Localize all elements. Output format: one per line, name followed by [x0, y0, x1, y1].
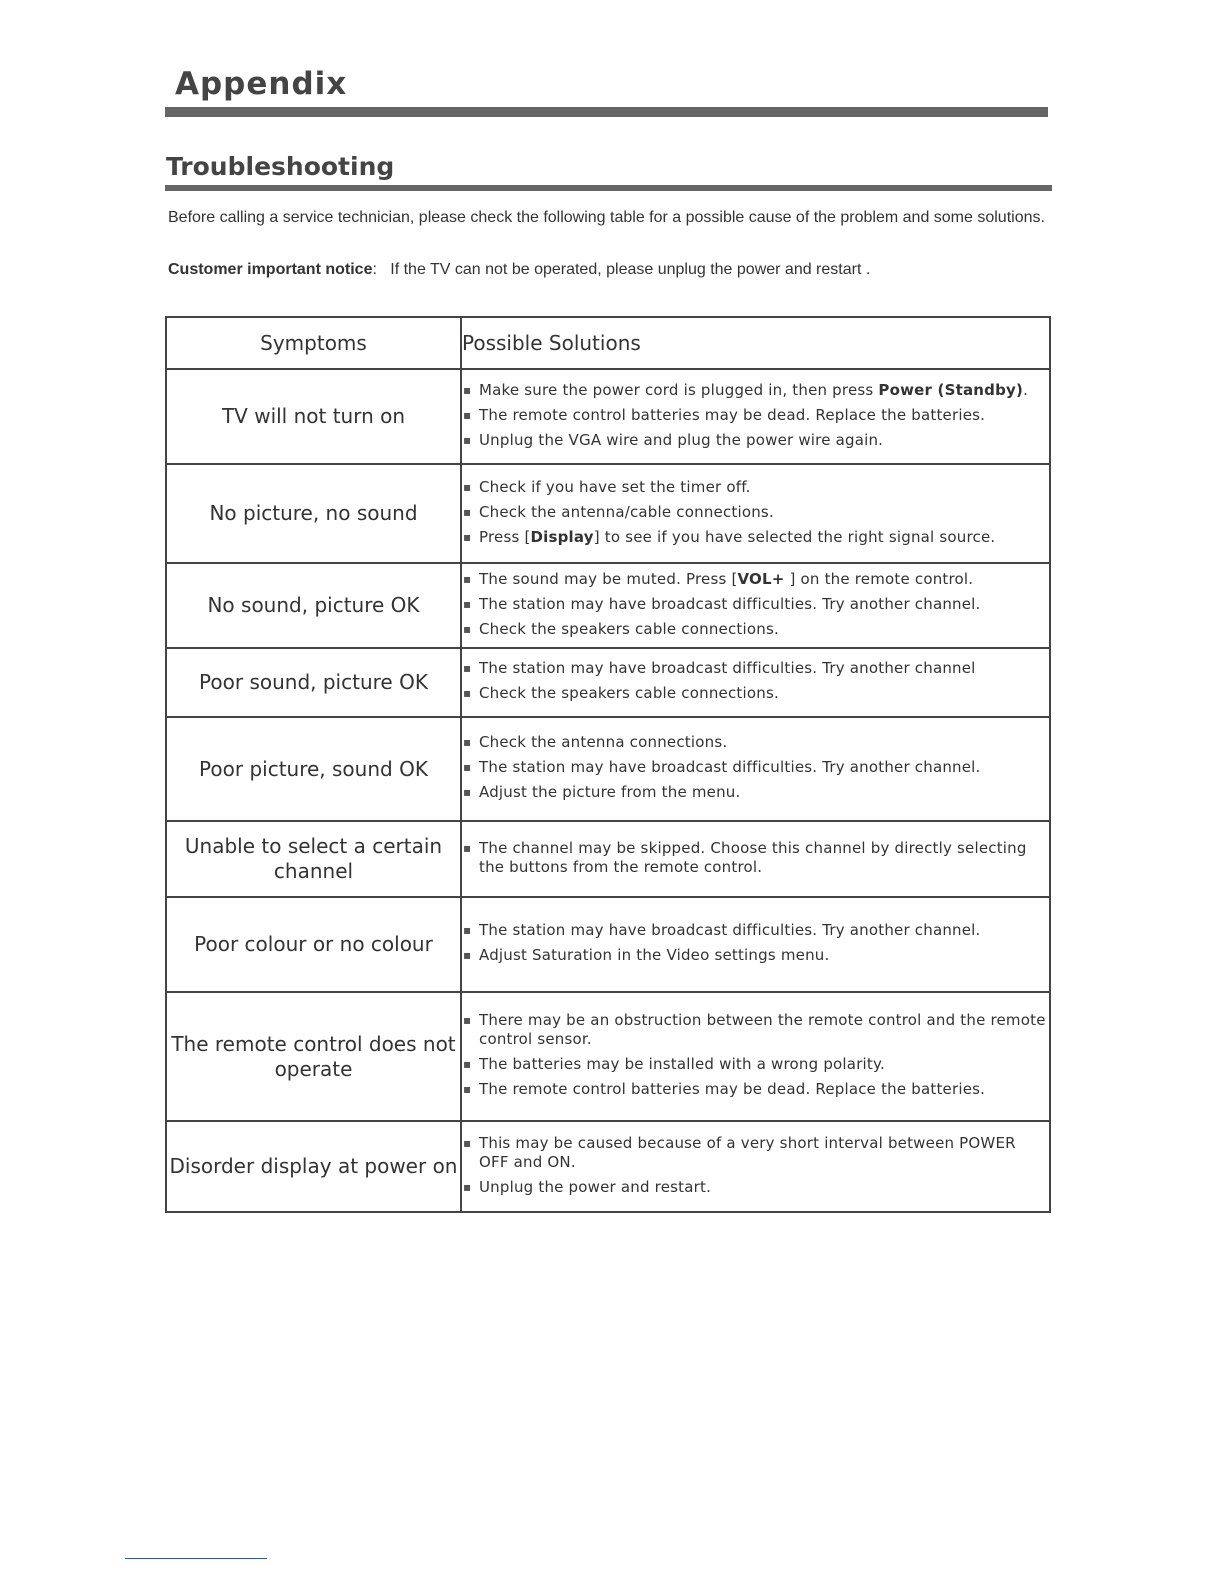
list-item: [462, 528, 1049, 547]
list-item: [462, 406, 1049, 425]
solutions-cell: [461, 992, 1050, 1121]
customer-notice: [168, 257, 870, 283]
list-item: [462, 1011, 1049, 1049]
table-row: [166, 717, 1050, 821]
list-item: [462, 733, 1049, 752]
symptom-cell: TV will not turn on: [166, 369, 461, 464]
solutions-list: [462, 570, 1049, 639]
solution-emphasis: VOL+: [737, 569, 785, 588]
solution-text: The remote control batteries may be dead. Replace the batteries.: [479, 1080, 986, 1098]
solutions-list: [462, 921, 1049, 965]
intro-paragraph: Before calling a service technician, please check the following table for a possible cause of the problem and some solutions.: [168, 209, 1045, 226]
solution-text: ] to see if you have selected the right signal source.: [593, 527, 996, 546]
solution-text: The station may have broadcast difficulties. Try another channel: [479, 659, 976, 677]
symptom-cell: The remote control does not operate: [166, 992, 461, 1121]
appendix-rule: [165, 107, 1048, 117]
solutions-header: Possible Solutions: [461, 317, 1050, 369]
list-item: [462, 921, 1049, 940]
list-item: [462, 620, 1049, 639]
solution-text: Make sure the power cord is plugged in, then press: [479, 380, 879, 399]
table-row: [166, 464, 1050, 563]
solutions-cell: [461, 648, 1050, 717]
list-item: [462, 758, 1049, 777]
solutions-list: [462, 381, 1049, 450]
list-item: [462, 1134, 1049, 1172]
symptom-cell: No picture, no sound: [166, 464, 461, 563]
solution-text: Press [: [479, 527, 531, 546]
troubleshooting-table: [165, 316, 1051, 1213]
solution-text: Unplug the VGA wire and plug the power wire again.: [479, 430, 884, 449]
list-item: [462, 1178, 1049, 1197]
list-item: [462, 946, 1049, 965]
solutions-list: [462, 1134, 1049, 1197]
list-item: [462, 431, 1049, 450]
notice-separator: :: [372, 261, 377, 278]
solution-text: Check the speakers cable connections.: [479, 619, 779, 638]
table-row: [166, 369, 1050, 464]
list-item: [462, 503, 1049, 522]
list-item: [462, 381, 1049, 400]
solution-text: There may be an obstruction between the remote control and the remote control sensor.: [479, 1011, 1046, 1048]
table-row: [166, 821, 1050, 897]
solution-emphasis: Power (Standby): [878, 380, 1024, 399]
solutions-cell: [461, 369, 1050, 464]
table-row: [166, 563, 1050, 648]
solution-text: The station may have broadcast difficulties. Try another channel.: [479, 921, 981, 939]
solutions-cell: [461, 717, 1050, 821]
solution-text: The channel may be skipped. Choose this channel by directly selecting the buttons from the remote control.: [479, 838, 1027, 876]
solutions-cell: [461, 563, 1050, 648]
list-item: [462, 595, 1049, 614]
section-rule: [165, 185, 1052, 191]
solution-text: The sound may be muted. Press [: [479, 569, 738, 588]
table-row: [166, 1121, 1050, 1212]
table-row: [166, 992, 1050, 1121]
list-item: [462, 1080, 1049, 1099]
list-item: [462, 839, 1049, 877]
solution-text: Check the antenna/cable connections.: [479, 502, 774, 521]
solutions-list: [462, 478, 1049, 547]
solution-text: The remote control batteries may be dead. Replace the batteries.: [479, 405, 986, 424]
solution-text: Unplug the power and restart.: [479, 1177, 712, 1196]
symptoms-header: Symptoms: [166, 317, 461, 369]
appendix-title: Appendix: [175, 66, 348, 102]
solution-text: ] on the remote control.: [784, 569, 974, 588]
solutions-list: [462, 659, 1049, 703]
symptom-cell: Disorder display at power on: [166, 1121, 461, 1212]
symptom-cell: Unable to select a certain channel: [166, 821, 461, 897]
notice-label: Customer important notice: [168, 261, 373, 278]
symptom-cell: Poor colour or no colour: [166, 897, 461, 992]
table-row: [166, 897, 1050, 992]
list-item: [462, 570, 1049, 589]
solution-text: .: [1023, 380, 1029, 399]
notice-text: If the TV can not be operated, please unplug the power and restart .: [390, 261, 871, 278]
solution-text: Check the speakers cable connections.: [479, 684, 779, 702]
list-item: [462, 783, 1049, 802]
solution-text: Check the antenna connections.: [479, 733, 728, 751]
solution-text: The batteries may be installed with a wrong polarity.: [479, 1055, 885, 1073]
list-item: [462, 478, 1049, 497]
list-item: [462, 659, 1049, 678]
symptom-cell: No sound, picture OK: [166, 563, 461, 648]
symptom-cell: Poor picture, sound OK: [166, 717, 461, 821]
table-row: [166, 648, 1050, 717]
list-item: [462, 684, 1049, 703]
solutions-list: [462, 1011, 1049, 1099]
solutions-list: [462, 839, 1049, 877]
solutions-list: [462, 733, 1049, 802]
solutions-cell: [461, 821, 1050, 897]
solutions-cell: [461, 897, 1050, 992]
solution-text: Check if you have set the timer off.: [479, 477, 751, 496]
section-title: Troubleshooting: [166, 152, 395, 181]
table-header-row: [166, 317, 1050, 369]
solution-text: The station may have broadcast difficulties. Try another channel.: [479, 758, 981, 776]
solution-text: Adjust the picture from the menu.: [479, 783, 741, 801]
symptom-cell: Poor sound, picture OK: [166, 648, 461, 717]
footer-line: [125, 1558, 267, 1559]
solution-emphasis: Display: [530, 527, 594, 546]
solutions-cell: [461, 464, 1050, 563]
solution-text: The station may have broadcast difficulties. Try another channel.: [479, 594, 981, 613]
solutions-cell: [461, 1121, 1050, 1212]
solution-text: Adjust Saturation in the Video settings menu.: [479, 946, 830, 964]
list-item: [462, 1055, 1049, 1074]
solution-text: This may be caused because of a very short interval between POWER OFF and ON.: [479, 1133, 1016, 1171]
